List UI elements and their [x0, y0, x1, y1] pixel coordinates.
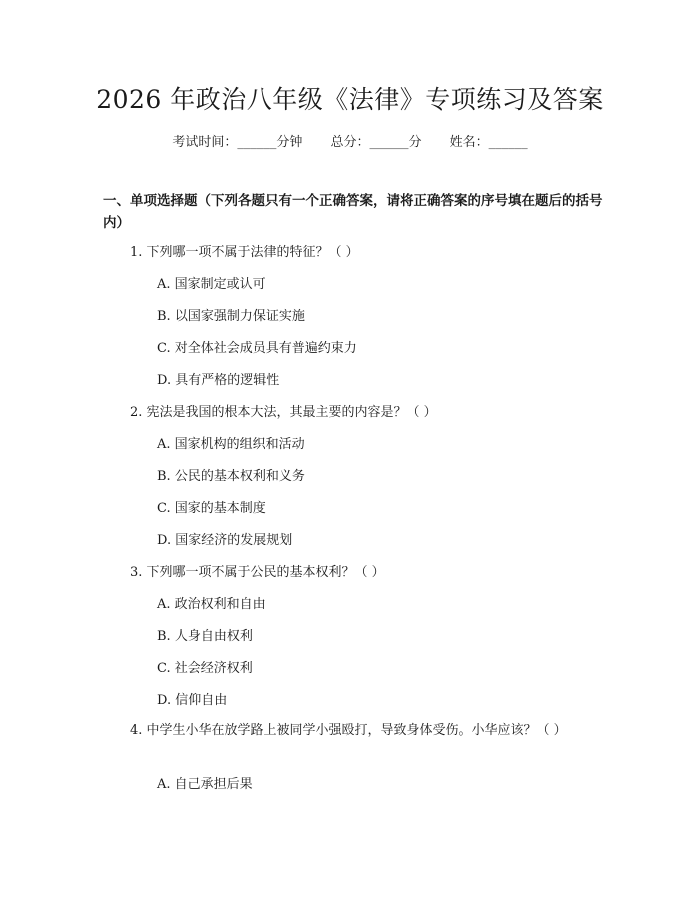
question-3-option-c: C. 社会经济权利 — [157, 661, 253, 676]
question-2-stem: 2. 宪法是我国的根本大法，其最主要的内容是？（ ） — [130, 405, 437, 420]
question-2-option-b: B. 公民的基本权利和义务 — [157, 469, 305, 484]
question-1-option-a: A. 国家制定或认可 — [157, 277, 266, 292]
question-3-stem: 3. 下列哪一项不属于公民的基本权利？（ ） — [130, 565, 385, 580]
question-3-option-a: A. 政治权利和自由 — [157, 597, 266, 612]
question-1-option-d: D. 具有严格的逻辑性 — [157, 373, 280, 388]
question-3-option-b: B. 人身自由权利 — [157, 629, 253, 644]
question-1-option-b: B. 以国家强制力保证实施 — [157, 309, 305, 324]
question-2-option-c: C. 国家的基本制度 — [157, 501, 266, 516]
exam-name: 姓名：______ — [449, 135, 528, 150]
document-title: 2026 年政治八年级《法律》专项练习及答案 — [96, 85, 604, 114]
question-3-option-d: D. 信仰自由 — [157, 693, 228, 708]
question-1-option-c: C. 对全体社会成员具有普遍约束力 — [157, 341, 357, 356]
question-2-option-d: D. 国家经济的发展规划 — [157, 533, 293, 548]
section-heading-single-choice: 一、单项选择题（下列各题只有一个正确答案，请将正确答案的序号填在题后的括号内） — [103, 193, 603, 231]
question-2-option-a: A. 国家机构的组织和活动 — [157, 437, 305, 452]
exam-time: 考试时间：______分钟 — [172, 135, 303, 150]
question-1-stem: 1. 下列哪一项不属于法律的特征？（ ） — [130, 245, 359, 260]
question-4-stem: 4. 中学生小华在放学路上被同学小强殴打，导致身体受伤。小华应该？（ ） — [130, 723, 567, 738]
exam-score: 总分：______分 — [330, 135, 422, 150]
exam-meta — [0, 131, 700, 150]
question-4-option-a: A. 自己承担后果 — [157, 777, 253, 792]
